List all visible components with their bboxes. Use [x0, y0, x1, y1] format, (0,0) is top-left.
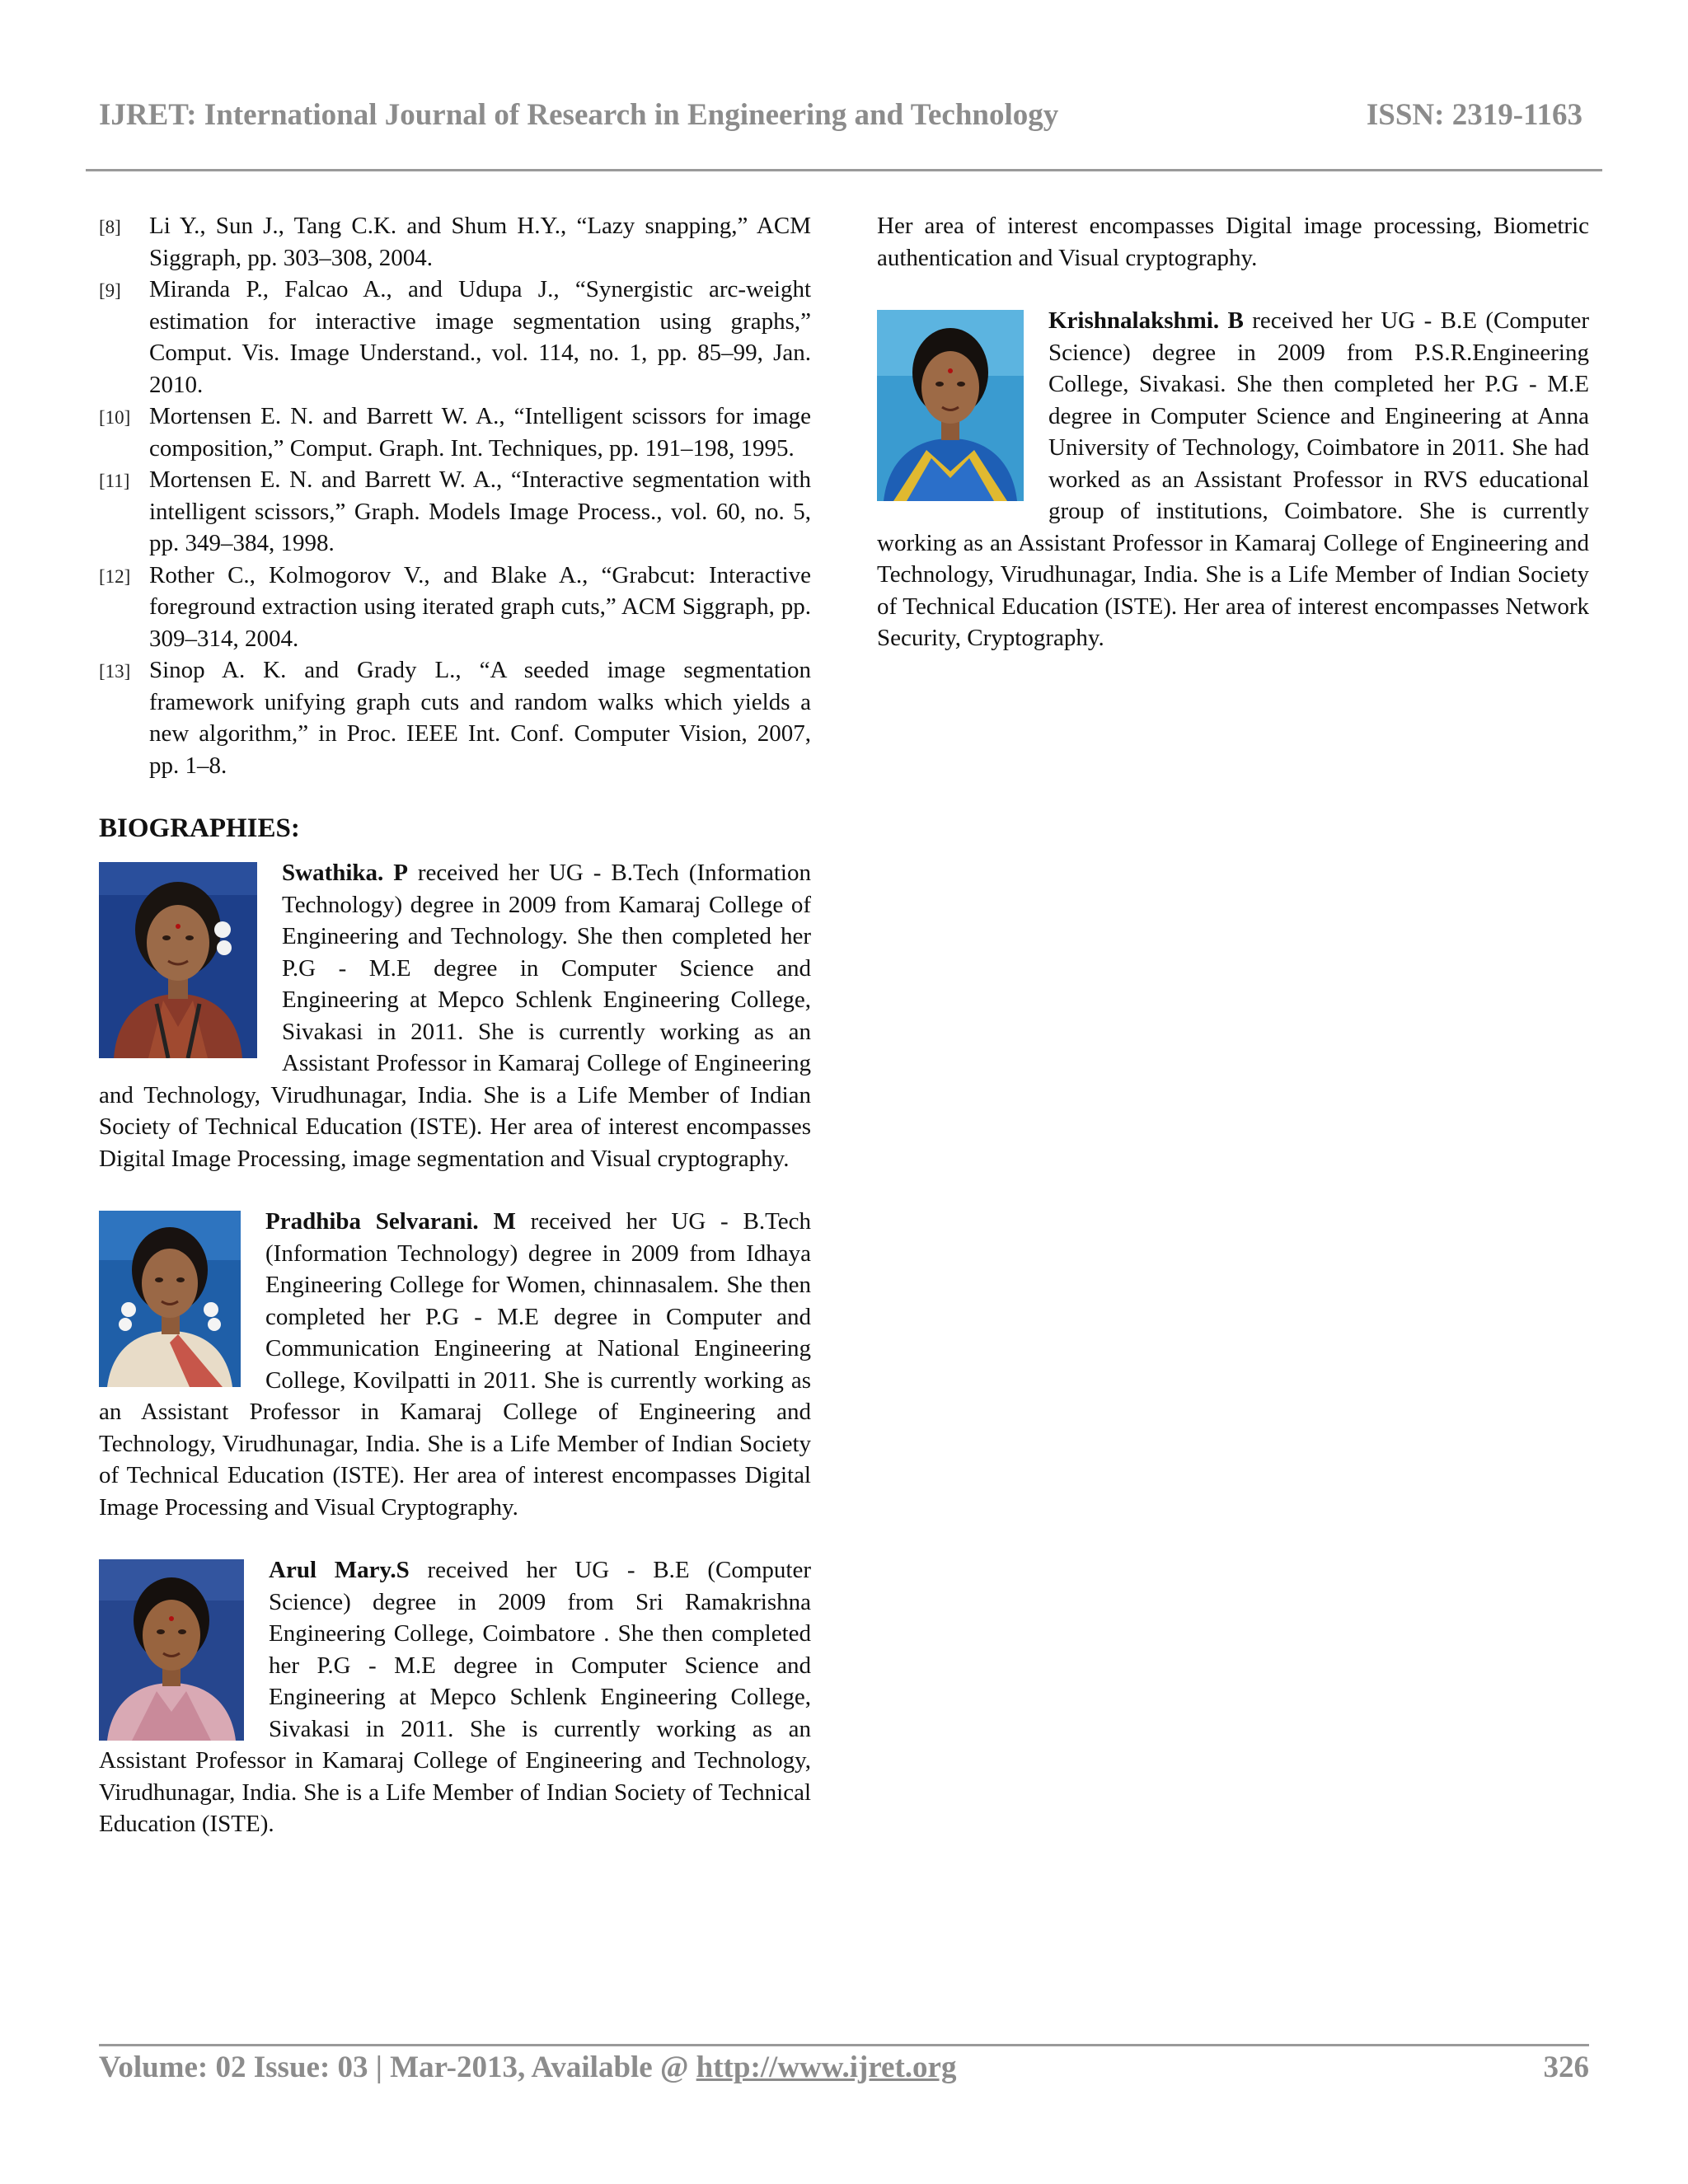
- reference-text: Rother C., Kolmogorov V., and Blake A., “Grabcut: Interactive foreground extraction using iterated graph cuts,” ACM Siggraph, pp. 309–314, 2004.: [149, 561, 811, 652]
- reference-item: [99, 401, 811, 464]
- bio-text: received her UG - B.Tech (Information Technology) degree in 2009 from Idhaya Engineering College for Women, chinnasalem. She then completed her P.G - M.E degree in Computer and Communication Engineering at National Engineering College, Kovilpatti in 2011. She is currently working as an Assistant Professor in Kamaraj College of Engineering and Technology, Virudhunagar, India. She is a Life Member of Indian Society of Technical Education (ISTE). Her area of interest encompasses Digital Image Processing and Visual Cryptography.: [99, 1208, 811, 1521]
- page-number: 326: [1543, 2050, 1589, 2084]
- right-column: [877, 210, 1589, 654]
- reference-text: Li Y., Sun J., Tang C.K. and Shum H.Y., “Lazy snapping,” ACM Siggraph, pp. 303–308, 2004.: [149, 213, 811, 271]
- reference-number: [13]: [99, 661, 131, 682]
- author-name: Pradhiba Selvarani. M: [265, 1208, 516, 1235]
- reference-text: Miranda P., Falcao A., and Udupa J., “Synergistic arc-weight estimation for interactive image segmentation using graphs,” Comput. Vis. Image Understand., vol. 114, no. 1, pp. 85–99, Jan. 2010.: [149, 276, 811, 398]
- volume-info: Volume: 02 Issue: 03 | Mar-2013, Available @: [99, 2050, 696, 2084]
- author-name: Krishnalakshmi. B: [1048, 307, 1244, 334]
- bio-pradhiba: [99, 1206, 811, 1523]
- author-name: Swathika. P: [282, 860, 408, 886]
- reference-number: [12]: [99, 565, 131, 587]
- reference-item: [99, 654, 811, 781]
- bio-text: received her UG - B.Tech (Information Technology) degree in 2009 from Kamaraj College of Engineering and Technology. She then completed her P.G - M.E degree in Computer Science and Engineering at Mepco Schlenk Engineering College, Sivakasi in 2011. She is currently working as an Assistant Professor in Kamaraj College of Engineering and Technology, Virudhunagar, India. She is a Life Member of Indian Society of Technical Education (ISTE). Her area of interest encompasses Digital Image Processing, image segmentation and Visual cryptography.: [99, 860, 811, 1172]
- left-column: [99, 210, 811, 1840]
- author-photo: [99, 1559, 244, 1741]
- reference-text: Mortensen E. N. and Barrett W. A., “Intelligent scissors for image composition,” Comput. Graph. Int. Techniques, pp. 191–198, 1995.: [149, 403, 811, 462]
- bio-text: received her UG - B.E (Computer Science) degree in 2009 from Sri Ramakrishna Engineering College, Coimbatore . She then completed her P.G - M.E degree in Computer Science and Engineering at Mepco Schlenk Engineering College, Sivakasi in 2011. She is currently working as an Assistant Professor in Kamaraj College of Engineering and Technology, Virudhunagar, India. She is a Life Member of Indian Society of Technical Education (ISTE).: [99, 1557, 811, 1837]
- issn: ISSN: 2319-1163: [1366, 98, 1582, 132]
- bio-text: received her UG - B.E (Computer Science) degree in 2009 from P.S.R.Engineering College, Sivakasi. She then completed her P.G - M.E degree in Computer Science and Engineering at Anna University of Technology, Coimbatore in 2011. She had worked as an Assistant Professor in RVS educational group of institutions, Coimbatore. She is currently working as an Assistant Professor in Kamaraj College of Engineering and Technology, Virudhunagar, India. She is a Life Member of Indian Society of Technical Education (ISTE). Her area of interest encompasses Network Security, Cryptography.: [877, 307, 1589, 651]
- author-name: Arul Mary.S: [269, 1557, 410, 1583]
- reference-number: [9]: [99, 280, 121, 301]
- reference-number: [8]: [99, 217, 121, 237]
- author-photo: [877, 310, 1024, 501]
- bio-krishnalakshmi: [877, 305, 1589, 654]
- biographies-heading: BIOGRAPHIES:: [99, 813, 300, 843]
- journal-link[interactable]: http://www.ijret.org: [696, 2050, 957, 2084]
- reference-list: [99, 210, 811, 781]
- reference-text: Sinop A. K. and Grady L., “A seeded image segmentation framework unifying graph cuts and random walks which yields a new algorithm,” in Proc. IEEE Int. Conf. Computer Vision, 2007, pp. 1–8.: [149, 657, 811, 779]
- author-photo: [99, 1211, 241, 1387]
- journal-title: IJRET: International Journal of Research in Engineering and Technology: [99, 98, 1059, 132]
- page-footer: [99, 2050, 1589, 2091]
- reference-text: Mortensen E. N. and Barrett W. A., “Interactive segmentation with intelligent scissors,” Graph. Models Image Process., vol. 60, no. 5, pp. 349–384, 1998.: [149, 466, 811, 556]
- reference-item: [99, 210, 811, 274]
- reference-item: [99, 464, 811, 560]
- header-rule: [86, 169, 1602, 171]
- bio-arul-mary: [99, 1554, 811, 1840]
- bio-swathika: [99, 857, 811, 1174]
- footer-volume: [99, 2050, 956, 2085]
- reference-number: [10]: [99, 407, 131, 428]
- reference-item: [99, 560, 811, 655]
- footer-rule: [99, 2044, 1589, 2046]
- author-photo: [99, 862, 257, 1058]
- reference-item: [99, 274, 811, 401]
- bio-continuation: Her area of interest encompasses Digital image processing, Biometric authentication and Visual cryptography.: [877, 213, 1589, 271]
- page-header: [99, 97, 1582, 143]
- reference-number: [11]: [99, 471, 130, 491]
